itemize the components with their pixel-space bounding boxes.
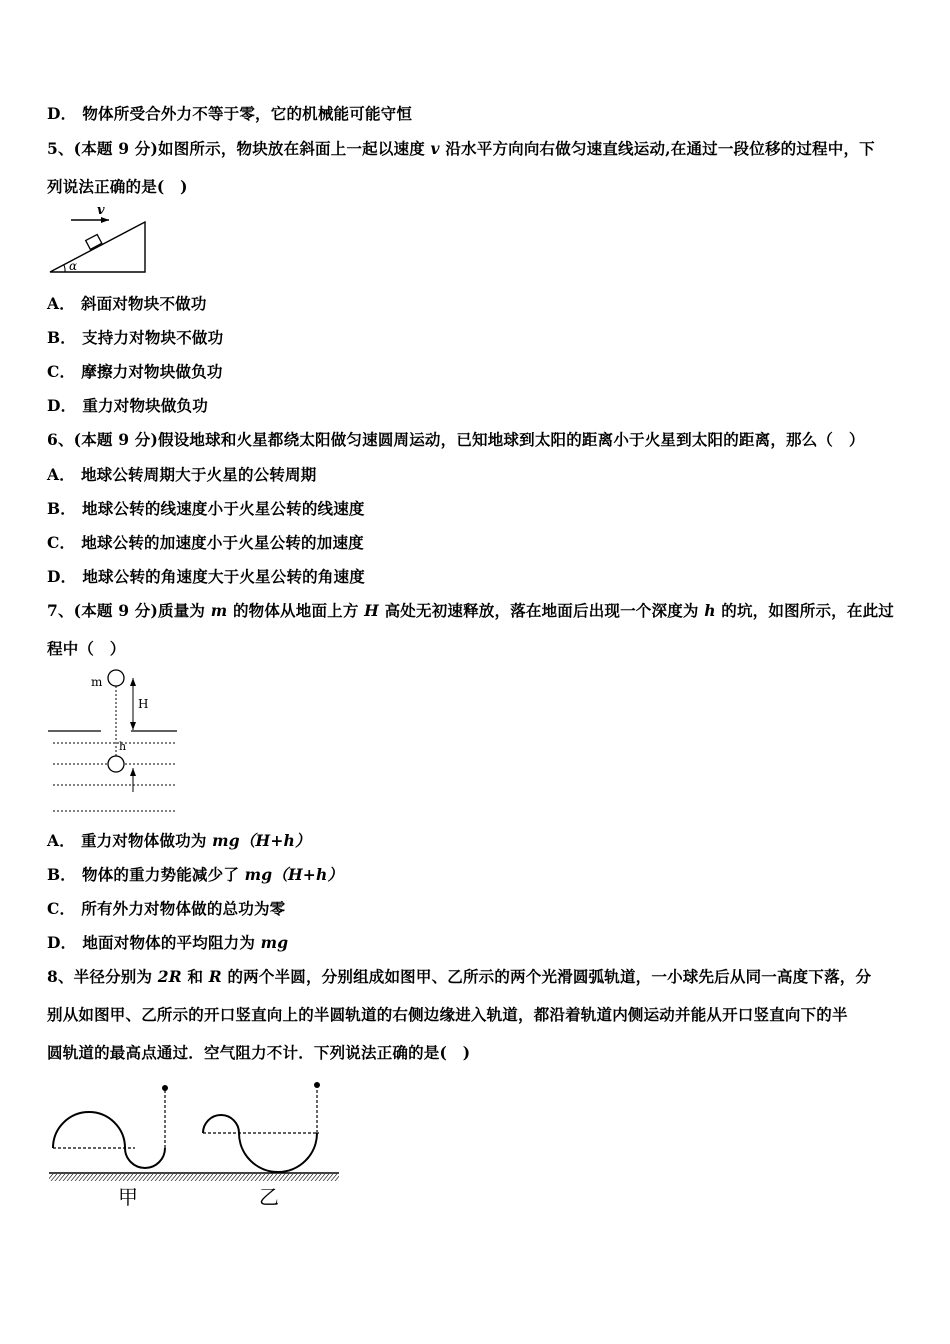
q8-var-2R: 2R: [157, 967, 182, 986]
option-text: 重力对物体做功为: [80, 831, 213, 850]
option-letter: C．: [47, 533, 76, 552]
q8-stem-part: 别从如图甲、乙所示的开口竖直向上的半圆轨道的右侧边缘进入轨道，都沿着轨道内侧运动并能从开口竖直向下的半: [47, 1005, 848, 1024]
option-letter: C．: [47, 362, 76, 381]
q7-option-d: [47, 931, 288, 953]
q7-option-c: [47, 897, 285, 919]
ball-yi: [314, 1082, 320, 1088]
ball-top: [108, 670, 124, 686]
q5-stem-part: 5、(本题 9 分)如图所示，物块放在斜面上一起以速度: [47, 139, 431, 158]
label-yi: 乙: [259, 1185, 279, 1209]
angle-label: α: [69, 259, 78, 273]
option-text: 所有外力对物体做的总功为零: [81, 899, 286, 918]
q7-drop-figure: [45, 664, 180, 816]
q8-stem-part: 圆轨道的最高点通过．空气阻力不计．下列说法正确的是( ): [47, 1043, 471, 1062]
q8-stem-part: 的两个半圆，分别组成如图甲、乙所示的两个光滑圆弧轨道，一小球先后从同一高度下落，分: [221, 967, 872, 986]
option-text: 地面对物体的平均阻力为: [82, 933, 261, 952]
q7-stem-line-1: [47, 599, 894, 621]
q7-option-b: [47, 863, 343, 885]
q8-track-figure: [45, 1078, 345, 1213]
option-letter: A．: [47, 831, 75, 850]
q5-option-d: [47, 394, 208, 416]
option-text: 重力对物块做负功: [82, 396, 208, 415]
q7-stem-part: 的坑，如图所示，在此过: [715, 601, 894, 620]
q7-var-H: H: [364, 601, 379, 620]
q7-stem-part: 程中（ ）: [47, 639, 126, 658]
q5-var-v: v: [430, 139, 440, 158]
q6-stem: [47, 428, 865, 450]
q8-stem-part: 8、半径分别为: [47, 967, 158, 986]
q7-var-m: m: [210, 601, 228, 620]
q7-stem-part: 高处无初速释放，落在地面后出现一个深度为: [379, 601, 705, 620]
depth-h-label: h: [119, 740, 127, 753]
q8-stem-line-1: [47, 965, 871, 987]
q5-option-a: [47, 292, 207, 314]
option-letter: C．: [47, 899, 76, 918]
q6-option-c: [47, 531, 364, 553]
q5-stem-part: 列说法正确的是( ): [47, 177, 188, 196]
prev-option-d: [47, 102, 412, 124]
option-letter: B．: [47, 328, 77, 347]
q7-option-a: [47, 829, 311, 851]
q8-stem-line-3: [47, 1041, 470, 1063]
q5-incline-figure: [45, 198, 155, 278]
q6-option-b: [47, 497, 365, 519]
option-text: 支持力对物块不做功: [82, 328, 224, 347]
option-letter: B．: [47, 499, 77, 518]
ball-jia: [162, 1085, 168, 1091]
option-letter: A．: [47, 294, 75, 313]
q7-stem-part: 7、(本题 9 分)质量为: [47, 601, 211, 620]
option-math: mg: [260, 933, 289, 952]
ground-hatch: [49, 1174, 339, 1181]
velocity-label: v: [97, 203, 105, 218]
q6-stem-text: 6、(本题 9 分)假设地球和火星都绕太阳做匀速圆周运动，已知地球到太阳的距离小于火星到太阳的距离，那么（ ）: [47, 430, 865, 449]
mass-label: m: [91, 675, 103, 689]
option-text: 地球公转的线速度小于火星公转的线速度: [82, 499, 365, 518]
q8-stem-line-2: [47, 1003, 848, 1025]
q5-stem-line-1: [47, 137, 875, 159]
q7-stem-part: 的物体从地面上方: [227, 601, 365, 620]
q5-stem-part: 沿水平方向向右做匀速直线运动,在通过一段位移的过程中，下: [439, 139, 875, 158]
option-text: 地球公转的角速度大于火星公转的角速度: [82, 567, 365, 586]
q8-stem-part: 和: [181, 967, 209, 986]
option-math: mg（H+h）: [212, 831, 311, 850]
option-math: mg（H+h）: [244, 865, 344, 884]
option-letter: B．: [47, 865, 77, 884]
option-letter: D．: [47, 396, 77, 415]
option-text: 地球公转周期大于火星的公转周期: [80, 465, 317, 484]
option-text: 物体的重力势能减少了: [82, 865, 245, 884]
q7-var-h: h: [704, 601, 716, 620]
option-text: 物体所受合外力不等于零，它的机械能可能守恒: [82, 104, 413, 123]
q6-option-a: [47, 463, 316, 485]
label-jia: 甲: [118, 1185, 138, 1209]
option-letter: D．: [47, 104, 77, 123]
option-letter: A．: [47, 465, 75, 484]
q5-option-b: [47, 326, 223, 348]
q7-stem-line-2: [47, 637, 126, 659]
option-letter: D．: [47, 567, 77, 586]
option-text: 斜面对物块不做功: [80, 294, 207, 313]
q5-stem-line-2: [47, 175, 188, 197]
option-letter: D．: [47, 933, 77, 952]
option-text: 摩擦力对物块做负功: [81, 362, 223, 381]
q8-var-R: R: [208, 967, 222, 986]
ball-bottom: [108, 756, 124, 772]
block: [86, 234, 102, 249]
option-text: 地球公转的加速度小于火星公转的加速度: [81, 533, 364, 552]
height-H-label: H: [138, 697, 149, 711]
q6-option-d: [47, 565, 365, 587]
q5-option-c: [47, 360, 223, 382]
